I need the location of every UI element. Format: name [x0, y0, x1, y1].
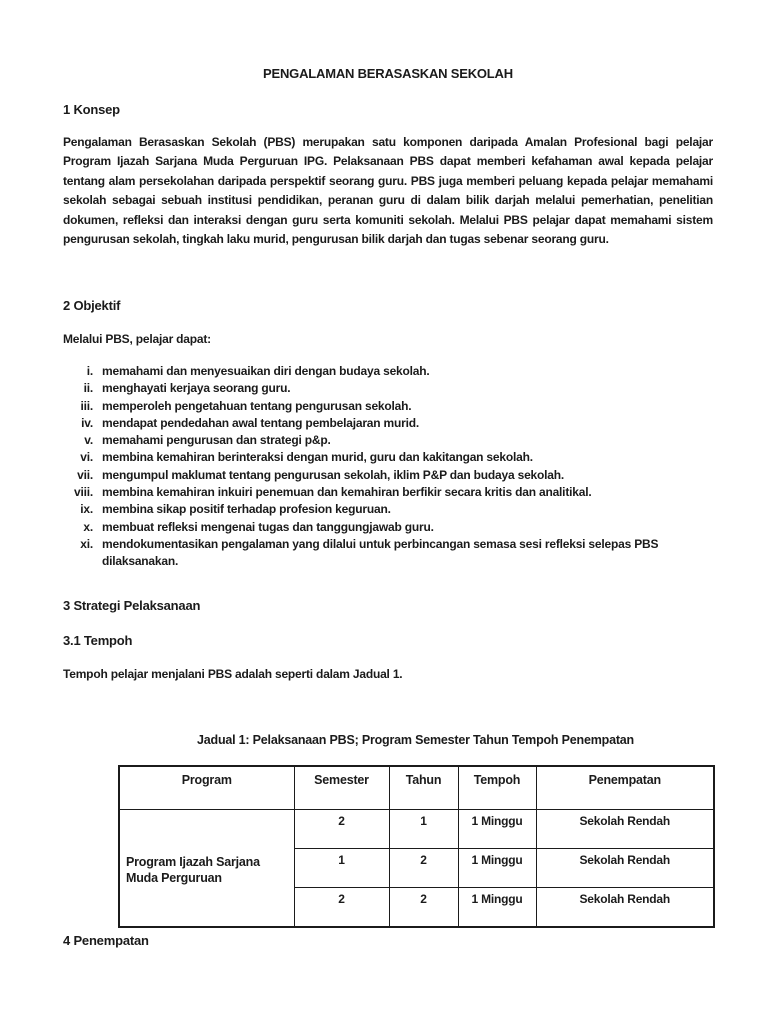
konsep-paragraph: Pengalaman Berasaskan Sekolah (PBS) merupakan satu komponen daripada Amalan Profesional bagi pelajar Program Ijazah Sarjana Muda Perguruan IPG. Pelaksanaan PBS dapat memberi kefahaman awal kepada pelajar tentang alam persekolahan daripada perspektif seorang guru. PBS juga memberi peluang kepada pelajar memahami sekolah sebagai sebuah institusi pendidikan, peranan guru di dalam bilik darjah melalui pemerhatian, penelitian dokumen, refleksi dan interaksi dengan guru serta komuniti sekolah. Melalui PBS pelajar dapat memahami sistem pengurusan sekolah, tingkah laku murid, pengurusan bilik darjah dan tugas sebenar seorang guru.	[63, 135, 713, 247]
table-caption: Jadual 1: Pelaksanaan PBS; Program Semester Tahun Tempoh Penempatan	[197, 733, 634, 747]
list-item	[56, 519, 713, 536]
list-item-text: memahami dan menyesuaikan diri dengan budaya sekolah.	[102, 364, 430, 378]
list-item	[56, 398, 713, 415]
list-item	[56, 484, 713, 501]
table-cell: 1 Minggu	[458, 849, 536, 888]
list-item-text: membina kemahiran inkuiri penemuan dan kemahiran berfikir secara kritis dan analitikal.	[102, 485, 592, 500]
page-title: PENGALAMAN BERASASKAN SEKOLAH	[263, 66, 513, 81]
table-header-row	[119, 766, 714, 810]
table-cell-program: Program Ijazah Sarjana Muda Perguruan	[119, 810, 294, 928]
table-cell: 2	[294, 810, 389, 849]
table-header-program: Program	[119, 766, 294, 810]
section-heading-konsep: 1 Konsep	[63, 102, 120, 117]
table-header-tahun: Tahun	[389, 766, 458, 810]
list-item-text: mendokumentasikan pengalaman yang dilalui untuk perbincangan semasa sesi refleksi selepas PBS dilaksanakan.	[102, 536, 659, 569]
list-item-numeral: i.	[86, 364, 93, 378]
list-item	[56, 432, 713, 449]
list-item	[56, 380, 713, 397]
table-cell: 2	[294, 888, 389, 928]
list-item-numeral: ix.	[80, 502, 93, 517]
table-cell: Sekolah Rendah	[536, 888, 714, 928]
table-cell: 2	[389, 888, 458, 928]
list-item-numeral: vi.	[80, 450, 93, 465]
list-item	[56, 501, 713, 518]
list-item	[56, 467, 713, 484]
table-cell: 1 Minggu	[458, 888, 536, 928]
section-heading-strategi: 3 Strategi Pelaksanaan	[63, 598, 201, 613]
table-cell: Sekolah Rendah	[536, 810, 714, 849]
table-cell: Sekolah Rendah	[536, 849, 714, 888]
list-item	[56, 536, 713, 571]
list-item-numeral: x.	[83, 519, 93, 534]
table-header-penempatan: Penempatan	[536, 766, 714, 810]
table-cell: 1 Minggu	[458, 810, 536, 849]
list-item-numeral: xi.	[80, 536, 93, 551]
list-item-numeral: viii.	[73, 485, 93, 500]
list-item-numeral: iv.	[81, 415, 93, 430]
list-item-numeral: ii.	[83, 381, 93, 396]
list-item-text: memahami pengurusan dan strategi p&p.	[102, 433, 331, 448]
list-item-text: menghayati kerjaya seorang guru.	[102, 381, 291, 396]
objectives-list	[56, 363, 713, 571]
section-heading-objektif: 2 Objektif	[63, 298, 121, 313]
list-item-text: mengumpul maklumat tentang pengurusan sekolah, iklim P&P dan budaya sekolah.	[102, 467, 565, 482]
table-header-tempoh: Tempoh	[458, 766, 536, 810]
table-cell: 2	[389, 849, 458, 888]
list-item-text: membina kemahiran berinteraksi dengan murid, guru dan kakitangan sekolah.	[102, 450, 533, 465]
list-item	[56, 363, 713, 380]
placement-table	[118, 765, 715, 928]
list-item-numeral: iii.	[80, 398, 93, 413]
section-heading-penempatan: 4 Penempatan	[63, 933, 149, 948]
list-item-text: memperoleh pengetahuan tentang pengurusan sekolah.	[102, 398, 412, 413]
list-item-numeral: vii.	[77, 467, 93, 482]
list-item-text: membina sikap positif terhadap profesion keguruan.	[102, 502, 391, 517]
table-header-semester: Semester	[294, 766, 389, 810]
list-item	[56, 415, 713, 432]
table-row	[119, 810, 714, 849]
list-item-text: mendapat pendedahan awal tentang pembelajaran murid.	[102, 415, 420, 430]
list-item-text: membuat refleksi mengenai tugas dan tanggungjawab guru.	[102, 519, 434, 534]
table-cell: 1	[389, 810, 458, 849]
list-item	[56, 449, 713, 466]
objektif-intro: Melalui PBS, pelajar dapat:	[63, 332, 211, 346]
tempoh-paragraph: Tempoh pelajar menjalani PBS adalah seperti dalam Jadual 1.	[63, 667, 403, 681]
table-cell: 1	[294, 849, 389, 888]
subsection-heading-tempoh: 3.1 Tempoh	[63, 633, 133, 648]
list-item-numeral: v.	[84, 433, 93, 448]
